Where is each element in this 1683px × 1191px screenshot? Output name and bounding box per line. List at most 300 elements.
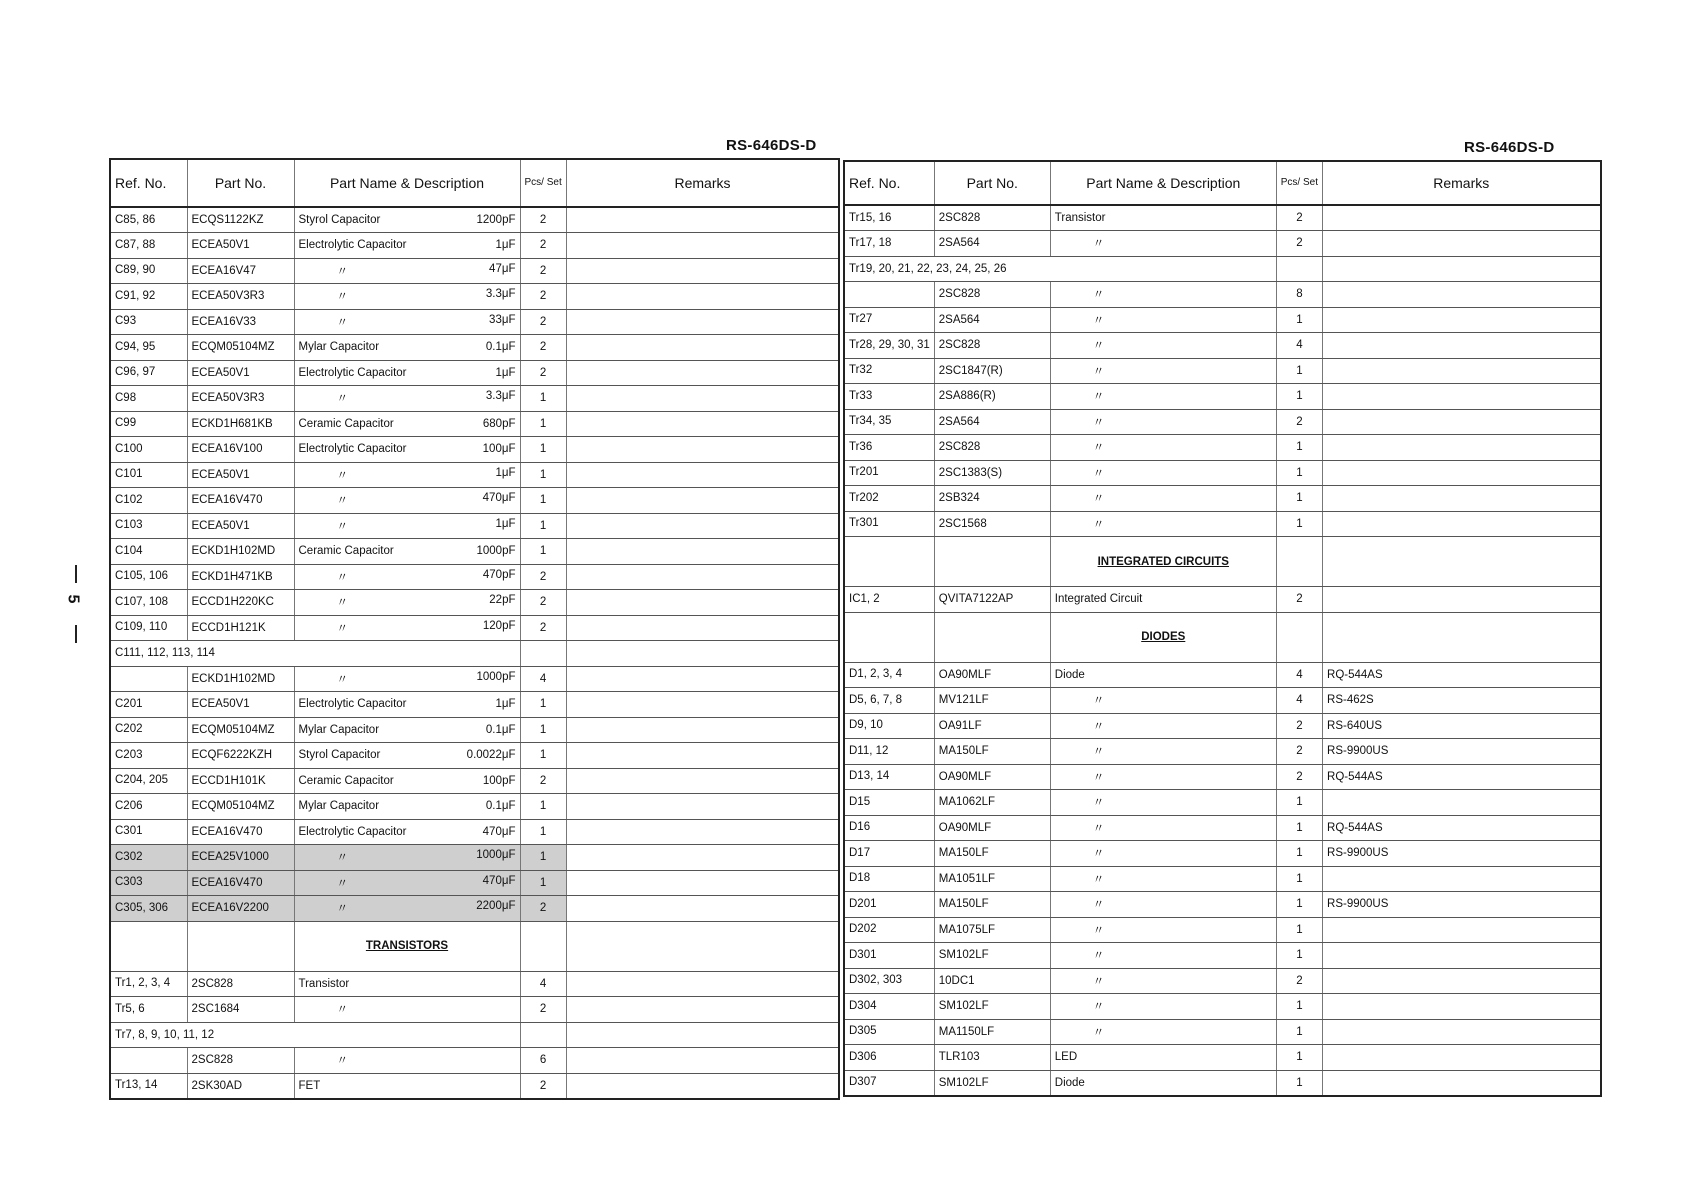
pcs-cell: 2 xyxy=(520,615,566,641)
part-name: 〃 xyxy=(1092,848,1105,861)
part-value: 470μF xyxy=(482,825,516,838)
part-value: 470pF xyxy=(482,568,516,581)
part-name: 〃 xyxy=(336,673,348,686)
table-row xyxy=(844,866,1601,892)
pcs-cell: 2 xyxy=(520,309,566,335)
pcs-cell: 2 xyxy=(520,360,566,386)
remarks-cell xyxy=(1323,384,1601,410)
part-description-cell xyxy=(294,386,520,412)
part-name: 〃 xyxy=(1092,822,1105,835)
table-row xyxy=(844,511,1601,537)
part-no-cell: ECEA16V470 xyxy=(187,488,294,514)
part-no-cell: 2SA564 xyxy=(934,409,1050,435)
pcs-cell: 1 xyxy=(520,462,566,488)
part-no-cell: ECKD1H681KB xyxy=(187,411,294,437)
ref-no-cell: C99 xyxy=(110,411,187,437)
part-no-cell: ECEA25V1000 xyxy=(187,845,294,871)
part-no-cell: OA90MLF xyxy=(934,662,1050,688)
part-value: 1000μF xyxy=(476,849,516,862)
part-description-cell xyxy=(1050,435,1276,461)
table-row xyxy=(844,815,1601,841)
part-name: 〃 xyxy=(336,1004,348,1017)
part-name: 〃 xyxy=(1092,518,1105,531)
ref-no-cell: D17 xyxy=(844,841,934,867)
remarks-cell xyxy=(566,896,839,922)
table-row xyxy=(110,284,839,310)
remarks-cell xyxy=(566,717,839,743)
table-row xyxy=(844,764,1601,790)
part-no-cell xyxy=(934,537,1050,587)
pcs-cell: 2 xyxy=(520,590,566,616)
part-description-cell xyxy=(294,743,520,769)
part-value: 2200μF xyxy=(476,900,516,913)
part-description-cell xyxy=(1050,739,1276,765)
ref-no-cell xyxy=(110,921,187,971)
part-value: 1μF xyxy=(495,698,516,711)
ref-no-cell: D9, 10 xyxy=(844,713,934,739)
remarks-cell xyxy=(566,1022,839,1048)
pcs-cell xyxy=(1276,537,1322,587)
table-row xyxy=(110,488,839,514)
table-row xyxy=(844,1070,1601,1096)
part-name: Mylar Capacitor xyxy=(298,800,380,813)
table-row xyxy=(844,409,1601,435)
ref-no-cell: C91, 92 xyxy=(110,284,187,310)
table-row xyxy=(844,587,1601,613)
part-name: 〃 xyxy=(336,571,348,584)
pcs-cell: 2 xyxy=(520,335,566,361)
remarks-cell xyxy=(1323,994,1601,1020)
table-row xyxy=(110,743,839,769)
part-description-cell xyxy=(1050,764,1276,790)
table-row xyxy=(110,794,839,820)
part-no-cell: ECKD1H102MD xyxy=(187,539,294,565)
pcs-cell: 2 xyxy=(520,207,566,233)
section-title: TRANSISTORS xyxy=(294,921,520,971)
ref-no-cell: Tr28, 29, 30, 31 xyxy=(844,333,934,359)
remarks-cell xyxy=(566,870,839,896)
ref-no-cell: Tr13, 14 xyxy=(110,1073,187,1099)
remarks-cell xyxy=(566,768,839,794)
part-description-cell xyxy=(1050,688,1276,714)
pcs-cell: 1 xyxy=(520,819,566,845)
part-value: 100μF xyxy=(482,443,516,456)
pcs-cell: 1 xyxy=(1276,892,1322,918)
part-value: 33μF xyxy=(489,313,516,326)
table-row xyxy=(844,968,1601,994)
ref-no-cell: C85, 86 xyxy=(110,207,187,233)
ref-no-cell: D201 xyxy=(844,892,934,918)
pcs-cell: 1 xyxy=(1276,841,1322,867)
part-name: 〃 xyxy=(1092,771,1105,784)
part-no-cell: ECEA16V470 xyxy=(187,870,294,896)
remarks-cell xyxy=(1323,612,1601,662)
table-row xyxy=(844,790,1601,816)
pcs-cell: 6 xyxy=(520,1048,566,1074)
remarks-cell xyxy=(1323,435,1601,461)
part-name: Styrol Capacitor xyxy=(298,214,381,226)
part-name: LED xyxy=(1054,1051,1078,1064)
part-value: 470μF xyxy=(482,492,516,505)
remarks-cell xyxy=(566,743,839,769)
part-description-cell xyxy=(1050,358,1276,384)
remarks-cell xyxy=(566,641,839,667)
part-value: 1μF xyxy=(495,466,516,479)
part-name: Ceramic Capacitor xyxy=(298,417,394,430)
table-row xyxy=(110,1073,839,1099)
part-no-cell: MA150LF xyxy=(934,739,1050,765)
header-remarks: Remarks xyxy=(566,159,839,207)
pcs-cell: 4 xyxy=(1276,662,1322,688)
part-description-cell xyxy=(294,870,520,896)
part-no-cell: MV121LF xyxy=(934,688,1050,714)
part-name: Integrated Circuit xyxy=(1054,593,1143,606)
ref-no-cell: Tr202 xyxy=(844,486,934,512)
part-no-cell xyxy=(934,612,1050,662)
part-value: 1000pF xyxy=(476,670,516,683)
part-description-cell xyxy=(1050,968,1276,994)
part-value: 3.3μF xyxy=(485,288,516,301)
table-row xyxy=(110,539,839,565)
part-name: Ceramic Capacitor xyxy=(298,774,394,787)
part-name: 〃 xyxy=(1092,950,1105,963)
part-no-cell: QVITA7122AP xyxy=(934,587,1050,613)
part-name: Styrol Capacitor xyxy=(298,749,381,762)
part-name: Electrolytic Capacitor xyxy=(298,443,407,456)
part-description-cell xyxy=(294,666,520,692)
ref-no-cell: Tr1, 2, 3, 4 xyxy=(110,971,187,997)
part-no-cell: 2SC828 xyxy=(934,435,1050,461)
part-value: 100pF xyxy=(482,774,516,787)
part-description-cell xyxy=(1050,790,1276,816)
part-no-cell: ECKD1H102MD xyxy=(187,666,294,692)
table-row xyxy=(110,666,839,692)
ref-no-cell: D11, 12 xyxy=(844,739,934,765)
part-no-cell: ECQF6222KZH xyxy=(187,743,294,769)
part-name: Diode xyxy=(1054,668,1085,681)
header-pcs-set: Pcs/ Set xyxy=(1276,161,1322,205)
remarks-cell xyxy=(566,1048,839,1074)
remarks-cell xyxy=(1323,587,1601,613)
part-name: 〃 xyxy=(336,520,348,533)
remarks-cell xyxy=(566,971,839,997)
pcs-cell: 1 xyxy=(1276,511,1322,537)
remarks-cell xyxy=(1323,282,1601,308)
part-description-cell xyxy=(1050,1019,1276,1045)
pcs-cell: 8 xyxy=(1276,282,1322,308)
part-description-cell xyxy=(294,1048,520,1074)
remarks-cell xyxy=(1323,866,1601,892)
part-no-cell: ECQM05104MZ xyxy=(187,335,294,361)
part-no-cell: ECQM05104MZ xyxy=(187,794,294,820)
table-row xyxy=(844,333,1601,359)
ref-no-cell: C109, 110 xyxy=(110,615,187,641)
ref-no-cell: C111, 112, 113, 114 xyxy=(110,641,520,667)
ref-no-cell: D15 xyxy=(844,790,934,816)
remarks-cell xyxy=(1323,537,1601,587)
table-row xyxy=(110,717,839,743)
remarks-cell xyxy=(566,309,839,335)
ref-no-cell: C301 xyxy=(110,819,187,845)
remarks-cell xyxy=(1323,460,1601,486)
part-value: 1μF xyxy=(495,239,516,252)
remarks-cell xyxy=(566,233,839,259)
part-no-cell: ECQS1122KZ xyxy=(187,207,294,233)
part-no-cell: MA1075LF xyxy=(934,917,1050,943)
part-no-cell: ECEA50V1 xyxy=(187,233,294,259)
pcs-cell: 2 xyxy=(1276,968,1322,994)
part-description-cell xyxy=(1050,587,1276,613)
part-no-cell: ECEA50V1 xyxy=(187,462,294,488)
pcs-cell: 2 xyxy=(520,233,566,259)
ref-no-cell: C302 xyxy=(110,845,187,871)
remarks-cell xyxy=(1323,307,1601,333)
remarks-cell xyxy=(566,666,839,692)
pcs-cell: 2 xyxy=(520,997,566,1023)
pcs-cell xyxy=(1276,256,1322,282)
pcs-cell: 2 xyxy=(1276,231,1322,257)
remarks-cell xyxy=(1323,486,1601,512)
part-name: 〃 xyxy=(1092,1026,1105,1039)
remarks-cell xyxy=(566,845,839,871)
ref-no-cell: C201 xyxy=(110,692,187,718)
model-number-left: RS-646DS-D xyxy=(726,137,817,154)
ref-no-cell: C102 xyxy=(110,488,187,514)
part-description-cell xyxy=(1050,460,1276,486)
part-no-cell: 2SC828 xyxy=(934,282,1050,308)
table-row xyxy=(844,662,1601,688)
section-row xyxy=(110,921,839,971)
ref-no-cell: D304 xyxy=(844,994,934,1020)
part-description-cell xyxy=(1050,384,1276,410)
part-name: 〃 xyxy=(1092,442,1105,455)
table-row xyxy=(844,460,1601,486)
pcs-cell: 2 xyxy=(1276,764,1322,790)
part-name: 〃 xyxy=(1092,365,1105,378)
part-description-cell xyxy=(294,488,520,514)
table-row xyxy=(844,943,1601,969)
part-no-cell: ECEA16V2200 xyxy=(187,896,294,922)
pcs-cell: 1 xyxy=(520,539,566,565)
ref-no-cell: IC1, 2 xyxy=(844,587,934,613)
pcs-cell: 4 xyxy=(520,971,566,997)
part-no-cell: 2SC1684 xyxy=(187,997,294,1023)
table-row xyxy=(844,739,1601,765)
pcs-cell: 1 xyxy=(1276,486,1322,512)
part-no-cell: MA1062LF xyxy=(934,790,1050,816)
ref-no-cell: C89, 90 xyxy=(110,258,187,284)
part-name: 〃 xyxy=(1092,1001,1105,1014)
part-value: 47μF xyxy=(489,262,516,275)
pcs-cell: 1 xyxy=(520,845,566,871)
ref-no-cell: Tr7, 8, 9, 10, 11, 12 xyxy=(110,1022,520,1048)
ref-no-cell: Tr33 xyxy=(844,384,934,410)
page-number-marker xyxy=(66,565,86,645)
pcs-cell: 2 xyxy=(520,564,566,590)
part-name: 〃 xyxy=(1092,746,1105,759)
pcs-cell: 1 xyxy=(1276,815,1322,841)
part-no-cell: MA1150LF xyxy=(934,1019,1050,1045)
table-row xyxy=(110,641,839,667)
ref-no-cell: C203 xyxy=(110,743,187,769)
part-no-cell: ECEA50V1 xyxy=(187,692,294,718)
remarks-cell xyxy=(566,513,839,539)
part-description-cell xyxy=(1050,892,1276,918)
pcs-cell xyxy=(520,921,566,971)
part-no-cell: ECCD1H101K xyxy=(187,768,294,794)
part-no-cell: ECEA50V3R3 xyxy=(187,284,294,310)
part-description-cell xyxy=(1050,866,1276,892)
remarks-cell xyxy=(566,564,839,590)
pcs-cell: 4 xyxy=(520,666,566,692)
pcs-cell: 2 xyxy=(1276,409,1322,435)
ref-no-cell: C204, 205 xyxy=(110,768,187,794)
remarks-cell xyxy=(566,258,839,284)
ref-no-cell: D1, 2, 3, 4 xyxy=(844,662,934,688)
part-no-cell: ECEA16V470 xyxy=(187,819,294,845)
pcs-cell: 1 xyxy=(1276,866,1322,892)
part-description-cell xyxy=(1050,231,1276,257)
header-part-name-description: Part Name & Description xyxy=(294,159,520,207)
part-no-cell: 2SC828 xyxy=(187,1048,294,1074)
part-description-cell xyxy=(294,794,520,820)
pcs-cell: 2 xyxy=(520,258,566,284)
ref-no-cell: C206 xyxy=(110,794,187,820)
part-name: 〃 xyxy=(1092,238,1105,251)
part-no-cell: ECEA16V100 xyxy=(187,437,294,463)
part-no-cell: SM102LF xyxy=(934,994,1050,1020)
table-row xyxy=(844,892,1601,918)
section-title: INTEGRATED CIRCUITS xyxy=(1050,537,1276,587)
part-name: 〃 xyxy=(336,903,348,916)
pcs-cell: 1 xyxy=(520,488,566,514)
ref-no-cell: Tr34, 35 xyxy=(844,409,934,435)
part-description-cell xyxy=(294,1073,520,1099)
pcs-cell: 2 xyxy=(1276,713,1322,739)
part-value: 3.3μF xyxy=(485,390,516,403)
remarks-cell xyxy=(566,539,839,565)
part-no-cell: ECEA16V33 xyxy=(187,309,294,335)
pcs-cell: 2 xyxy=(520,896,566,922)
ref-no-cell: C94, 95 xyxy=(110,335,187,361)
ref-no-cell: C303 xyxy=(110,870,187,896)
part-description-cell xyxy=(294,768,520,794)
part-no-cell: 2SC1568 xyxy=(934,511,1050,537)
remarks-cell xyxy=(1323,790,1601,816)
remarks-cell xyxy=(566,437,839,463)
part-name: 〃 xyxy=(1092,695,1105,708)
table-row xyxy=(110,233,839,259)
table-row xyxy=(110,590,839,616)
part-description-cell xyxy=(1050,511,1276,537)
table-header-row xyxy=(110,159,839,207)
remarks-cell: RQ-544AS xyxy=(1323,764,1601,790)
part-description-cell xyxy=(294,233,520,259)
part-description-cell xyxy=(294,819,520,845)
header-part-no: Part No. xyxy=(934,161,1050,205)
pcs-cell: 1 xyxy=(1276,1019,1322,1045)
part-description-cell xyxy=(294,590,520,616)
remarks-cell xyxy=(1323,205,1601,231)
remarks-cell: RS-9900US xyxy=(1323,892,1601,918)
part-name: 〃 xyxy=(336,1055,348,1068)
part-no-cell: TLR103 xyxy=(934,1045,1050,1071)
ref-no-cell: C98 xyxy=(110,386,187,412)
part-no-cell: 2SA886(R) xyxy=(934,384,1050,410)
part-name: 〃 xyxy=(1092,416,1105,429)
part-description-cell xyxy=(1050,662,1276,688)
pcs-cell: 1 xyxy=(520,411,566,437)
ref-no-cell: Tr15, 16 xyxy=(844,205,934,231)
part-name: Diode xyxy=(1054,1076,1085,1089)
pcs-cell: 1 xyxy=(520,743,566,769)
pcs-cell: 1 xyxy=(1276,943,1322,969)
part-description-cell xyxy=(294,437,520,463)
ref-no-cell: Tr5, 6 xyxy=(110,997,187,1023)
ref-no-cell: C100 xyxy=(110,437,187,463)
table-row xyxy=(110,386,839,412)
parts-table-right-body xyxy=(844,205,1601,1096)
pcs-cell: 1 xyxy=(520,386,566,412)
part-value: 0.1μF xyxy=(485,723,516,736)
model-number-right: RS-646DS-D xyxy=(1464,139,1555,156)
part-description-cell xyxy=(294,360,520,386)
part-name: 〃 xyxy=(1092,314,1105,327)
ref-no-cell: Tr27 xyxy=(844,307,934,333)
parts-table-left-body xyxy=(110,207,839,1099)
remarks-cell: RS-462S xyxy=(1323,688,1601,714)
part-name: Electrolytic Capacitor xyxy=(298,698,407,711)
ref-no-cell: D305 xyxy=(844,1019,934,1045)
part-description-cell xyxy=(294,896,520,922)
remarks-cell xyxy=(1323,1070,1601,1096)
pcs-cell: 4 xyxy=(1276,688,1322,714)
part-no-cell: ECEA50V1 xyxy=(187,360,294,386)
pcs-cell: 2 xyxy=(1276,587,1322,613)
part-no-cell: SM102LF xyxy=(934,943,1050,969)
part-no-cell: 2SC1847(R) xyxy=(934,358,1050,384)
header-ref-no: Ref. No. xyxy=(110,159,187,207)
page-number-bar-top xyxy=(75,565,77,583)
pcs-cell: 1 xyxy=(520,794,566,820)
part-no-cell: 2SA564 xyxy=(934,231,1050,257)
part-name: 〃 xyxy=(336,877,348,890)
part-no-cell: ECKD1H471KB xyxy=(187,564,294,590)
ref-no-cell: C105, 106 xyxy=(110,564,187,590)
ref-no-cell: D302, 303 xyxy=(844,968,934,994)
part-no-cell: MA150LF xyxy=(934,892,1050,918)
ref-no-cell: Tr17, 18 xyxy=(844,231,934,257)
page-number: 5 xyxy=(64,594,82,604)
pcs-cell: 1 xyxy=(1276,1045,1322,1071)
part-name: 〃 xyxy=(1092,899,1105,912)
part-description-cell xyxy=(294,615,520,641)
part-name: 〃 xyxy=(336,469,348,482)
part-name: 〃 xyxy=(1092,340,1105,353)
remarks-cell: RS-9900US xyxy=(1323,739,1601,765)
part-no-cell: MA150LF xyxy=(934,841,1050,867)
part-no-cell: 2SC1383(S) xyxy=(934,460,1050,486)
page-number-bar-bottom xyxy=(75,625,77,643)
table-header-row xyxy=(844,161,1601,205)
ref-no-cell: Tr301 xyxy=(844,511,934,537)
remarks-cell xyxy=(566,360,839,386)
part-name: Electrolytic Capacitor xyxy=(298,239,407,252)
pcs-cell: 4 xyxy=(1276,333,1322,359)
table-row xyxy=(844,917,1601,943)
part-no-cell: ECCD1H121K xyxy=(187,615,294,641)
part-name: 〃 xyxy=(1092,493,1105,506)
